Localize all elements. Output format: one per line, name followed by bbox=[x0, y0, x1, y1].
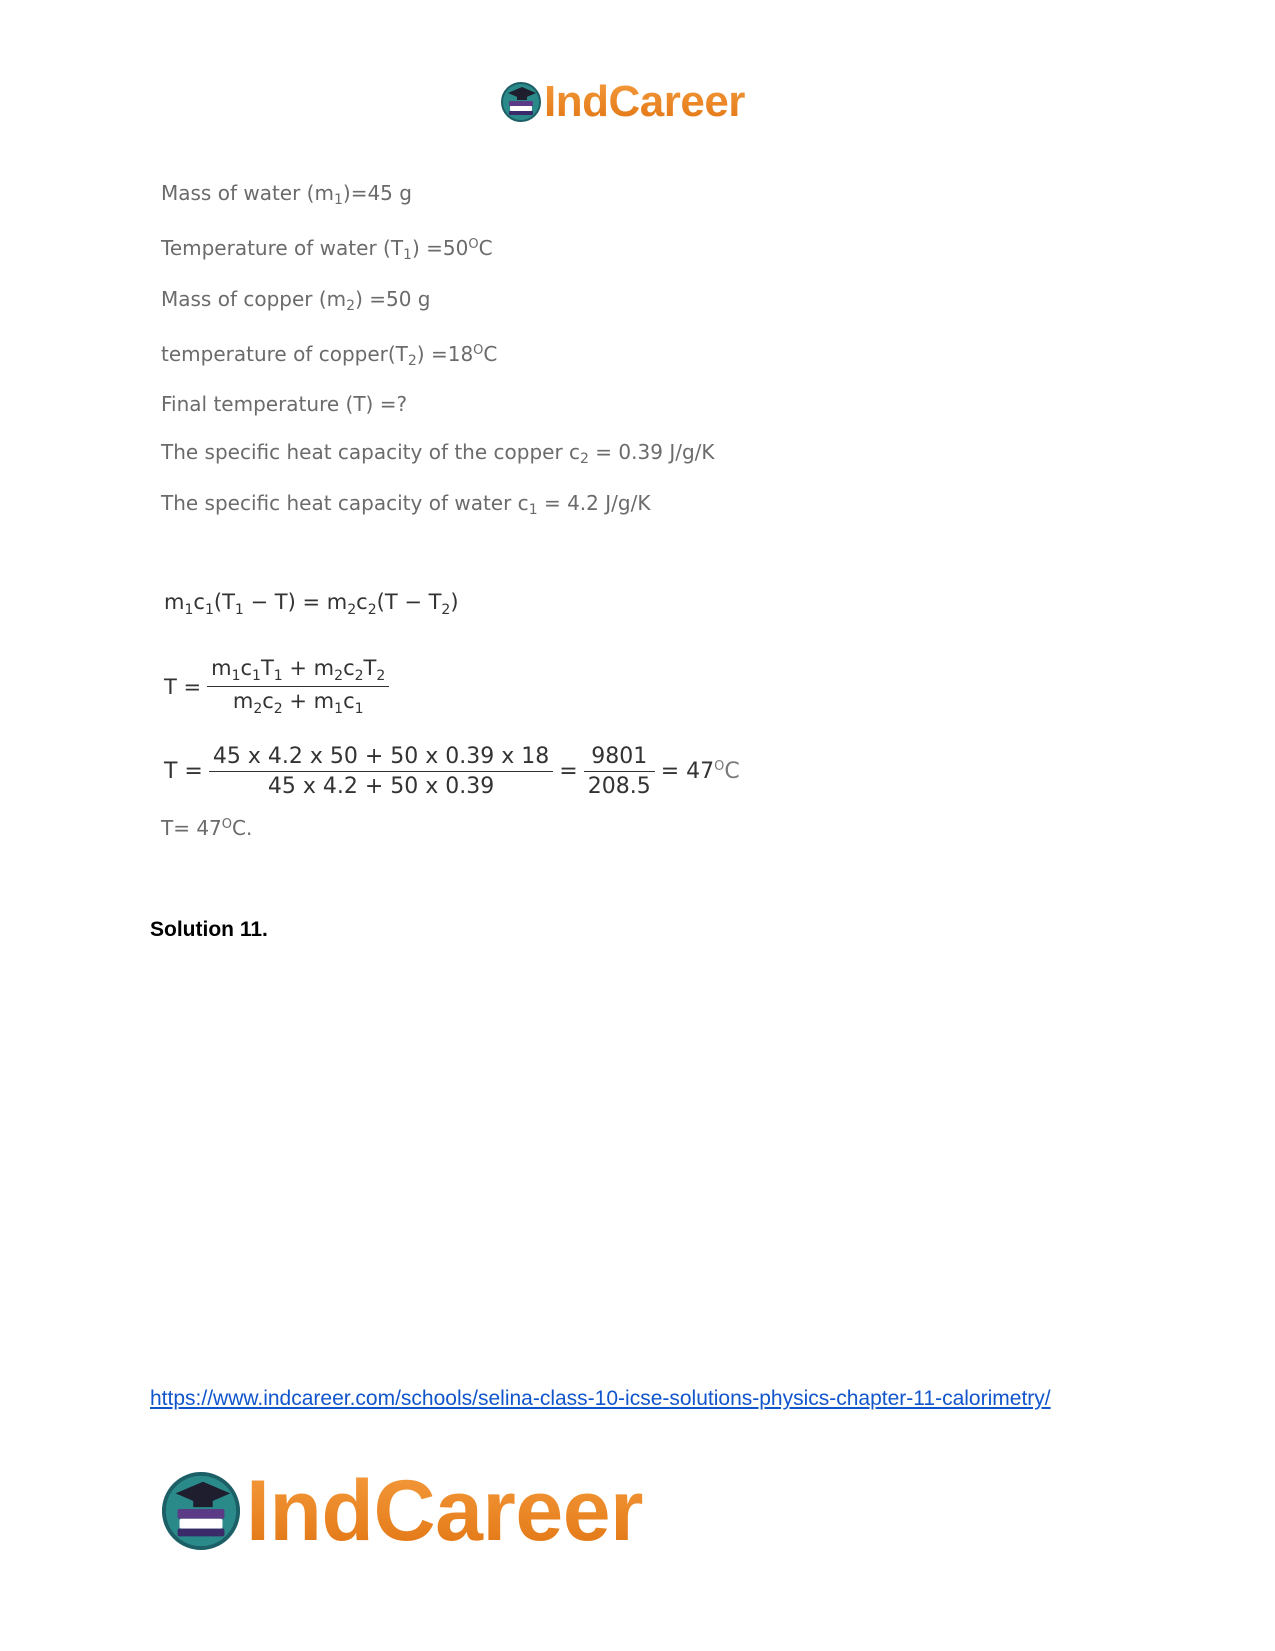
given-line-mass-copper: Mass of copper $(m_2) =50$ g bbox=[161, 287, 431, 314]
source-link[interactable]: https://www.indcareer.com/schools/selina-class-10-icse-solutions-physics-chapter-11-calorimetry/ bbox=[150, 1387, 1051, 1410]
simplified-fraction: $\frac{9801}{208.5}$ bbox=[584, 744, 655, 799]
formula-fraction: $\frac{m_1c_1T_1 + m_2c_2T_2}{m_2c_2 + m_1c_1}$ bbox=[207, 656, 389, 717]
graduation-book-icon bbox=[500, 81, 542, 123]
equation-numeric-substitution: T = $\frac{45 x 4.2 x 50 + 50 x 0.39 x 18}{45 x 4.2 + 50 x 0.39}$ = $\frac{9801}{208.5}$ = $47^OC$ bbox=[164, 744, 740, 799]
given-line-temp-water: Temperature of water $(T_1) =50^OC$ bbox=[161, 236, 493, 263]
logo-wordmark: IndCareer bbox=[246, 1463, 643, 1559]
graduation-book-icon bbox=[160, 1470, 242, 1552]
equation-final-temp-formula: T = $\frac{m_1c_1T_1 + m_2c_2T_2}{m_2c_2 + m_1c_1}$ bbox=[164, 656, 389, 717]
logo-wordmark: IndCareer bbox=[544, 77, 745, 126]
solution-heading: Solution 11. bbox=[150, 918, 268, 941]
given-line-shc-copper: The specific heat capacity of the copper $c_2 = 0.39$ J/g/K bbox=[161, 440, 715, 467]
numeric-fraction: $\frac{45 x 4.2 x 50 + 50 x 0.39 x 18}{45 x 4.2 + 50 x 0.39}$ bbox=[209, 744, 553, 799]
given-line-shc-water: The specific heat capacity of water $c_1 = 4.2$ J/g/K bbox=[161, 491, 651, 518]
equation-heat-balance: $m_1c_1(T_1 - T) = m_2c_2(T - T_2)$ bbox=[164, 590, 459, 618]
given-line-mass-water: Mass of water $(m_1)=45$ g bbox=[161, 181, 412, 208]
answer-line: $T= 47^OC$. bbox=[161, 816, 253, 840]
given-line-final-temp: Final temperature (T) =? bbox=[161, 392, 408, 416]
indcareer-logo-top bbox=[500, 78, 745, 126]
given-line-temp-copper: temperature of $copper(T_2) =18^OC$ bbox=[161, 342, 498, 369]
indcareer-logo-bottom bbox=[160, 1463, 643, 1559]
